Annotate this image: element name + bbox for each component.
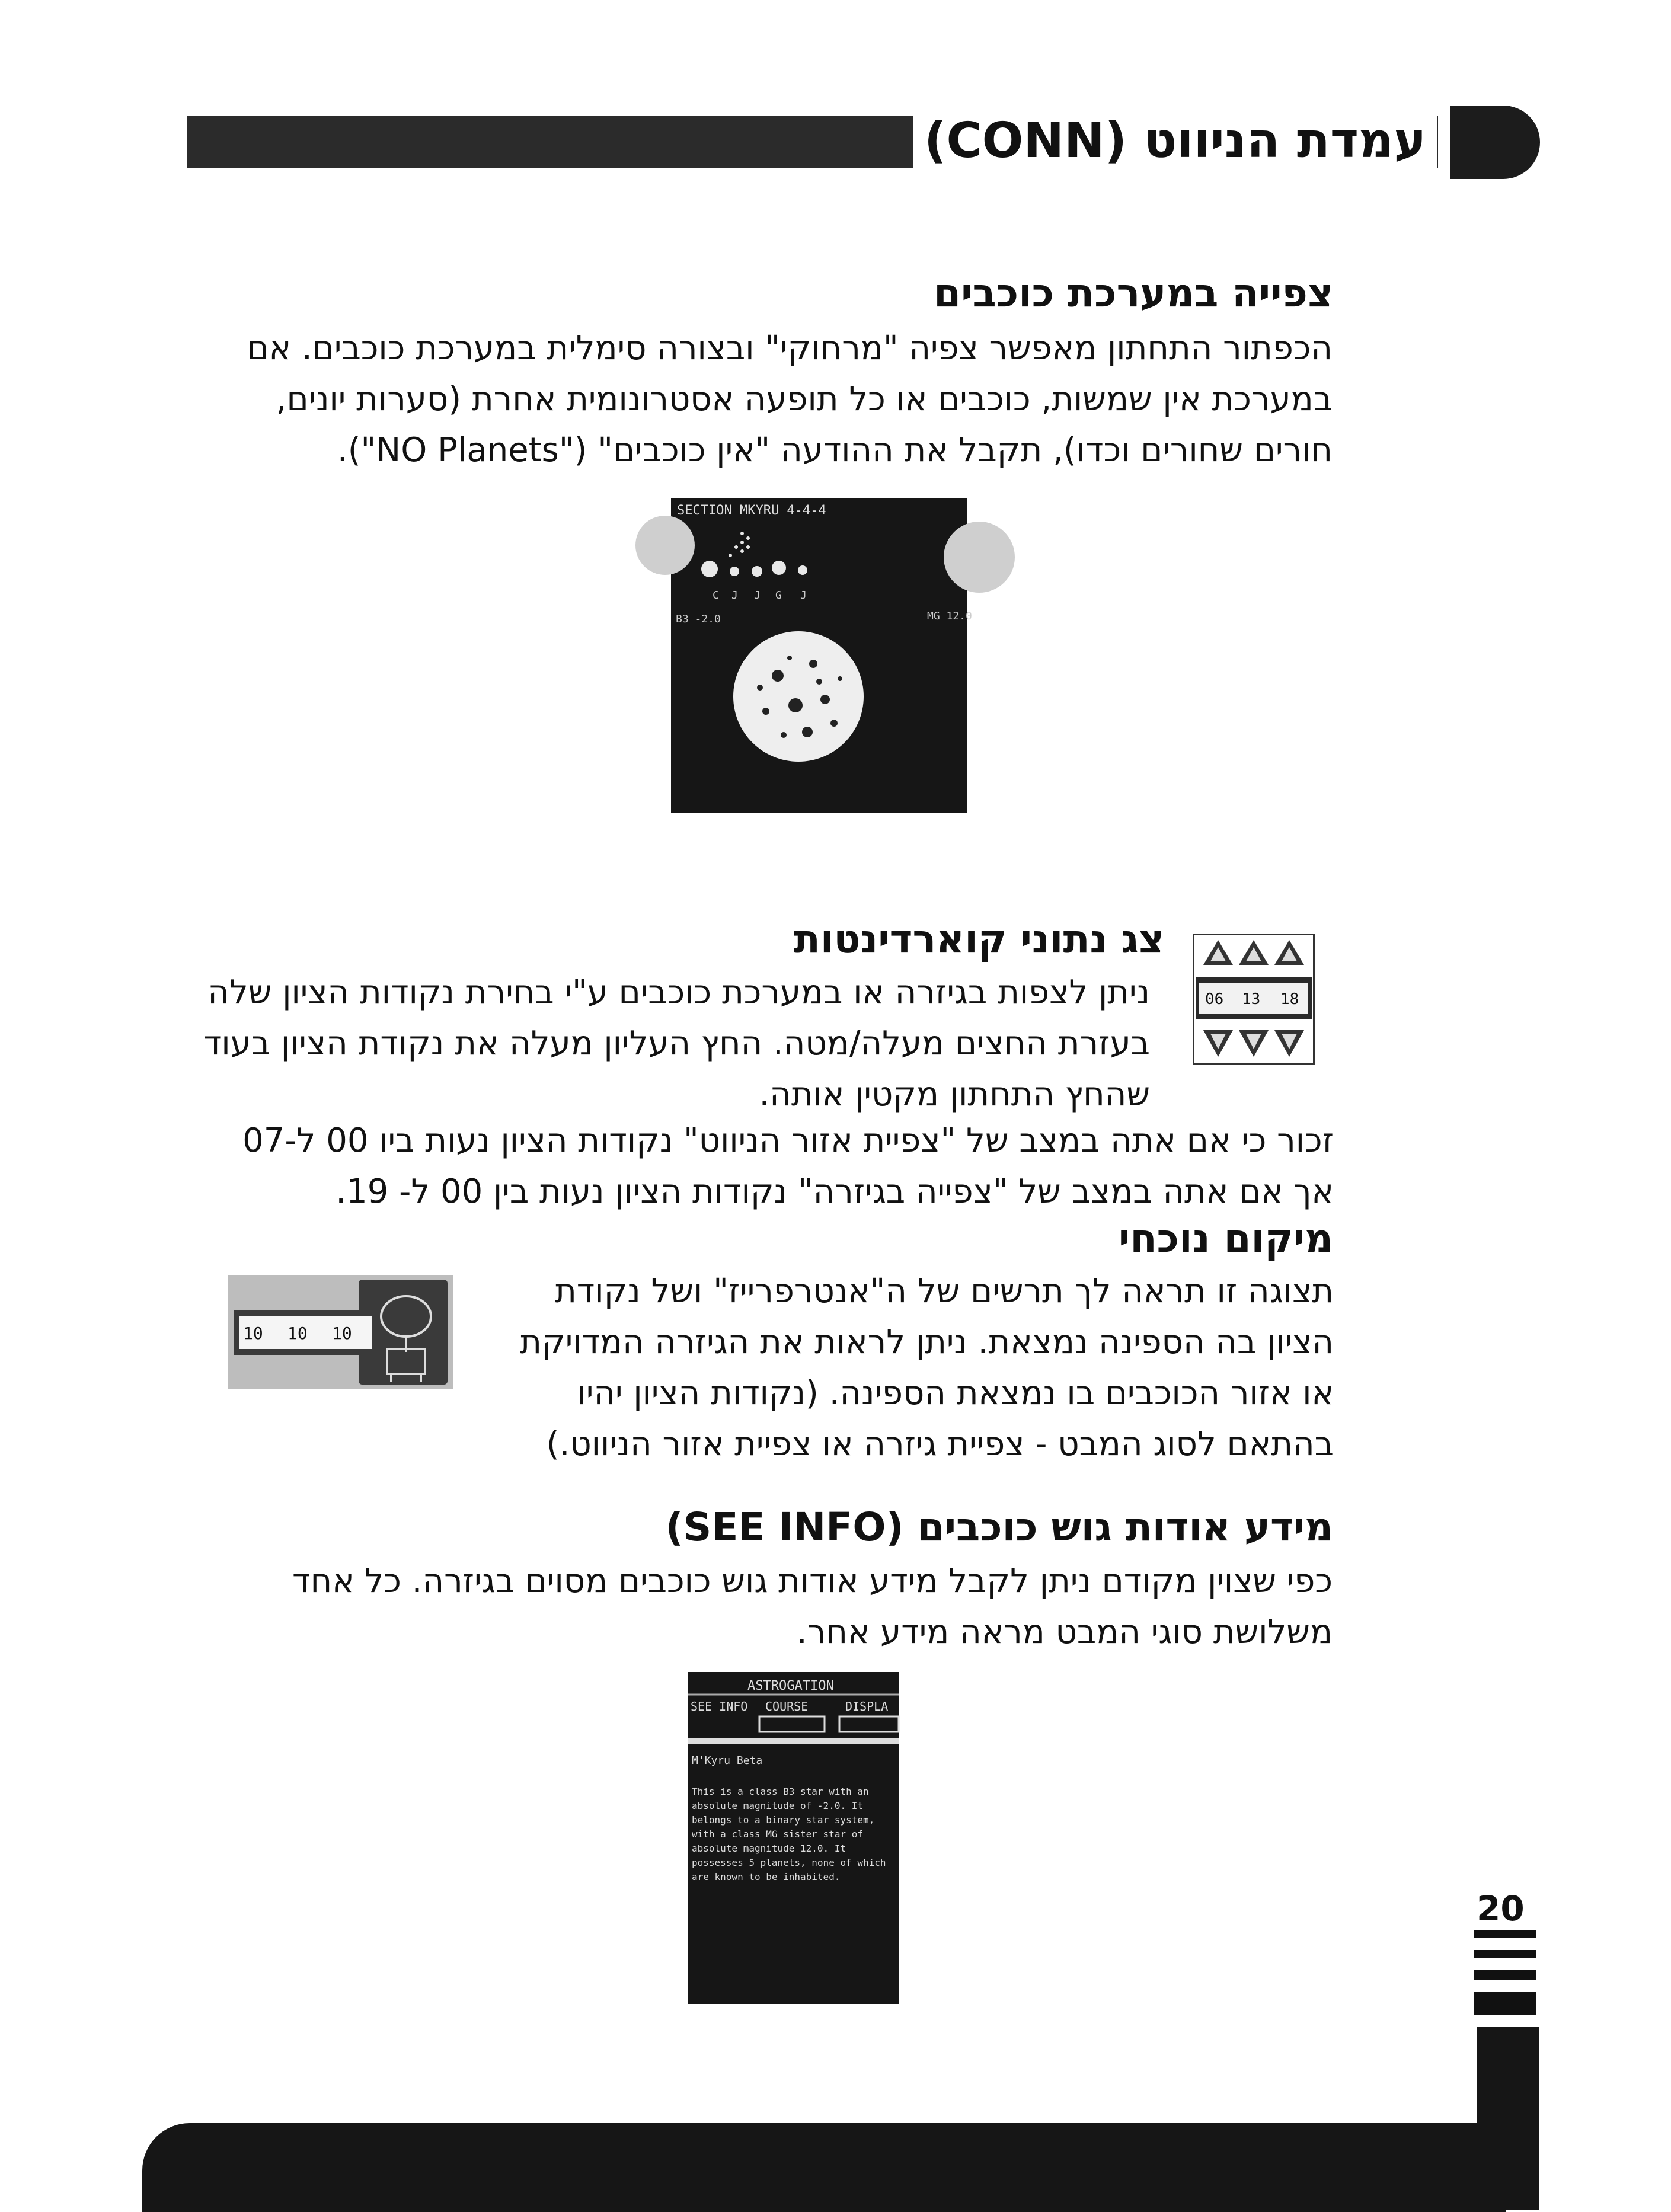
star-system-graphic xyxy=(671,498,972,813)
planet-label: J xyxy=(800,589,807,602)
location-value: 10 xyxy=(243,1324,263,1343)
footer-bar xyxy=(142,2123,1506,2212)
page-tab-tick xyxy=(1474,1930,1536,1938)
star-system-screenshot xyxy=(671,498,972,813)
section-paragraph-coordinates: ניתן לצפות בגיזרה או במערכת כוכבים ע"י בחירת נקודות הציון שלה בעזרת החצים מעלה/מטה. החץ העליון מעלה את נקודת הציון בעוד שהחץ התחתון מקטין אותה. xyxy=(203,973,1150,1114)
page-tab-tick xyxy=(1474,1970,1536,1980)
planet-label: C xyxy=(713,589,719,602)
section-heading-current-location: מיקום נוכחי xyxy=(1118,1216,1333,1261)
coordinates-panel-screenshot xyxy=(1193,934,1315,1065)
header-tab xyxy=(1450,106,1540,179)
star-image-header: SECTION MKYRU 4-4-4 xyxy=(677,503,826,518)
star-right-label: MG 12.0 xyxy=(927,610,972,622)
planet-label: J xyxy=(754,589,761,602)
info-tab: DISPLA xyxy=(845,1699,889,1714)
section-paragraph-coordinates-note: זכור כי אם אתה במצב של "צפיית אזור הניווט" נקודות הציון נעות ביו 00 ל-07 אך אם אתה במצב של "צפייה בגיזרה" נקודות הציון נעות בין 00 ל- 19. xyxy=(242,1121,1334,1211)
info-tab: SEE INFO xyxy=(691,1699,748,1714)
section-paragraph-see-info: כפי שצוין מקודם ניתן לקבל מידע אודות גוש כוכבים מסוים בגיזרה. כל אחד משלושת סוגי המבט מראה מידע אחר. xyxy=(292,1562,1333,1651)
section-heading-star-system: צפייה במערכת כוכבים xyxy=(934,270,1333,316)
location-value: 10 xyxy=(332,1324,352,1343)
page-number: 20 xyxy=(1477,1888,1525,1929)
see-info-screenshot xyxy=(688,1672,899,2004)
location-value: 10 xyxy=(287,1324,308,1343)
coord-value: 06 xyxy=(1205,990,1224,1008)
page-tab-tick xyxy=(1474,1992,1536,2015)
page-tab-tick xyxy=(1474,1950,1536,1958)
planet-label: J xyxy=(731,589,738,602)
section-paragraph-star-system: הכפתור התחתון מאפשר צפיה "מרחוקי" ובצורה סימלית במערכת כוכבים. אם במערכת אין שמשות, כוכבים או כל תופעה אסטרונומית אחרת (סערות יונים, חורים שחורים וכדו), תקבל את ההודעה "אין כוכבים" ("NO Planets"). xyxy=(247,329,1333,469)
star-left-label: B3 -2.0 xyxy=(676,613,721,625)
section-heading-see-info: מידע אודות גוש כוכבים (SEE INFO) xyxy=(665,1504,1333,1550)
page-title: עמדת הניווט (CONN) xyxy=(913,104,1437,177)
info-title: ASTROGATION xyxy=(747,1679,834,1693)
planet-label: G xyxy=(775,589,782,602)
coord-value: 13 xyxy=(1242,990,1261,1008)
section-heading-coordinates: צג נתוני קוארדינטות xyxy=(793,916,1164,962)
info-tab: COURSE xyxy=(765,1699,809,1714)
info-text: This is a class B3 star with an absolute magnitude of -2.0. It belongs to a binary star system, with a class MG sister star of absolute magnitude 12.0. It possesses 5 planets, none of which are known to be inhabited. xyxy=(692,1786,886,1882)
coord-value: 18 xyxy=(1280,990,1299,1008)
current-location-screenshot xyxy=(228,1275,453,1389)
section-paragraph-current-location: תצוגה זו תראה לך תרשים של ה"אנטרפרייז" ושל נקודת הציון בה הספינה נמצאת. ניתן לראות את הגיזרה המדויקת או אזור הכוכבים בו נמצאת הספינה. (נקודות הציון יהיו בהתאם לסוג המבט - צפיית גיזרה או צפיית אזור הניווט.) xyxy=(520,1272,1334,1463)
info-star-name: M'Kyru Beta xyxy=(692,1754,763,1767)
